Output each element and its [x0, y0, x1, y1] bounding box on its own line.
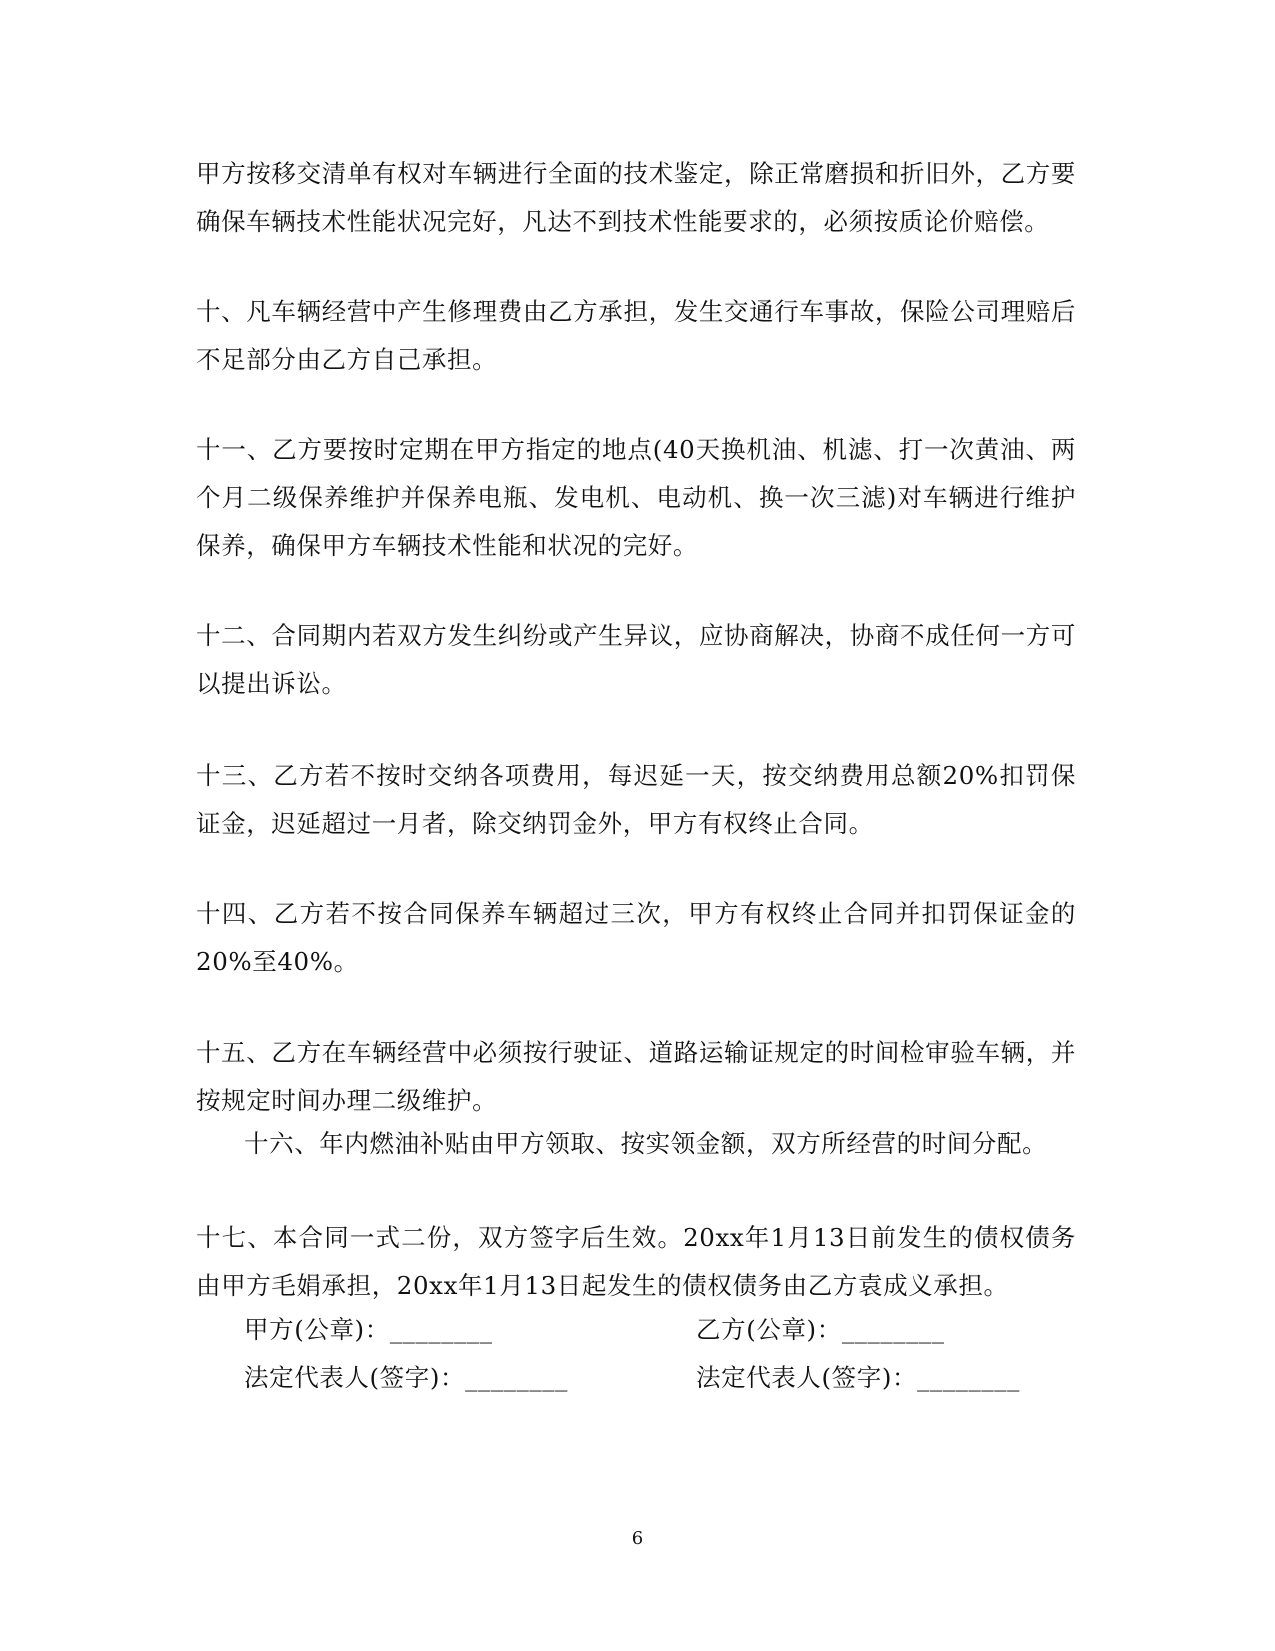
page-number: 6 — [631, 1528, 644, 1549]
party-b-representative-line: 法定代表人(签字)：________ — [696, 1363, 1020, 1392]
party-a-seal-line: 甲方(公章)：________ — [244, 1315, 493, 1344]
paragraph-clause-15: 十五、乙方在车辆经营中必须按行驶证、道路运输证规定的时间检审验车辆，并按规定时间办理二级维护。 — [196, 1038, 1076, 1115]
paragraph-handover-inspection: 甲方按移交清单有权对车辆进行全面的技术鉴定，除正常磨损和折旧外，乙方要确保车辆技术性能状况完好，凡达不到技术性能要求的，必须按质论价赔偿。 — [196, 159, 1076, 236]
paragraph-clause-16: 十六、年内燃油补贴由甲方领取、按实领金额，双方所经营的时间分配。 — [244, 1129, 1048, 1158]
paragraph-clause-12: 十二、合同期内若双方发生纠纷或产生异议，应协商解决，协商不成任何一方可以提出诉讼。 — [196, 621, 1076, 698]
paragraph-clause-14: 十四、乙方若不按合同保养车辆超过三次，甲方有权终止合同并扣罚保证金的20%至40%。 — [196, 899, 1076, 976]
party-a-representative-line: 法定代表人(签字)：________ — [244, 1363, 568, 1392]
paragraph-clause-13: 十三、乙方若不按时交纳各项费用，每迟延一天，按交纳费用总额20%扣罚保证金，迟延超过一月者，除交纳罚金外，甲方有权终止合同。 — [196, 761, 1076, 838]
paragraph-clause-17: 十七、本合同一式二份，双方签字后生效。20xx年1月13日前发生的债权债务由甲方毛娟承担，20xx年1月13日起发生的债权债务由乙方袁成义承担。 — [196, 1223, 1076, 1300]
paragraph-clause-10: 十、凡车辆经营中产生修理费由乙方承担，发生交通行车事故，保险公司理赔后不足部分由乙方自己承担。 — [196, 297, 1076, 374]
party-b-seal-line: 乙方(公章)：________ — [696, 1315, 945, 1344]
paragraph-clause-11: 十一、乙方要按时定期在甲方指定的地点(40天换机油、机滤、打一次黄油、两个月二级保养维护并保养电瓶、发电机、电动机、换一次三滤)对车辆进行维护保养，确保甲方车辆技术性能和状况的完好。 — [196, 435, 1076, 560]
